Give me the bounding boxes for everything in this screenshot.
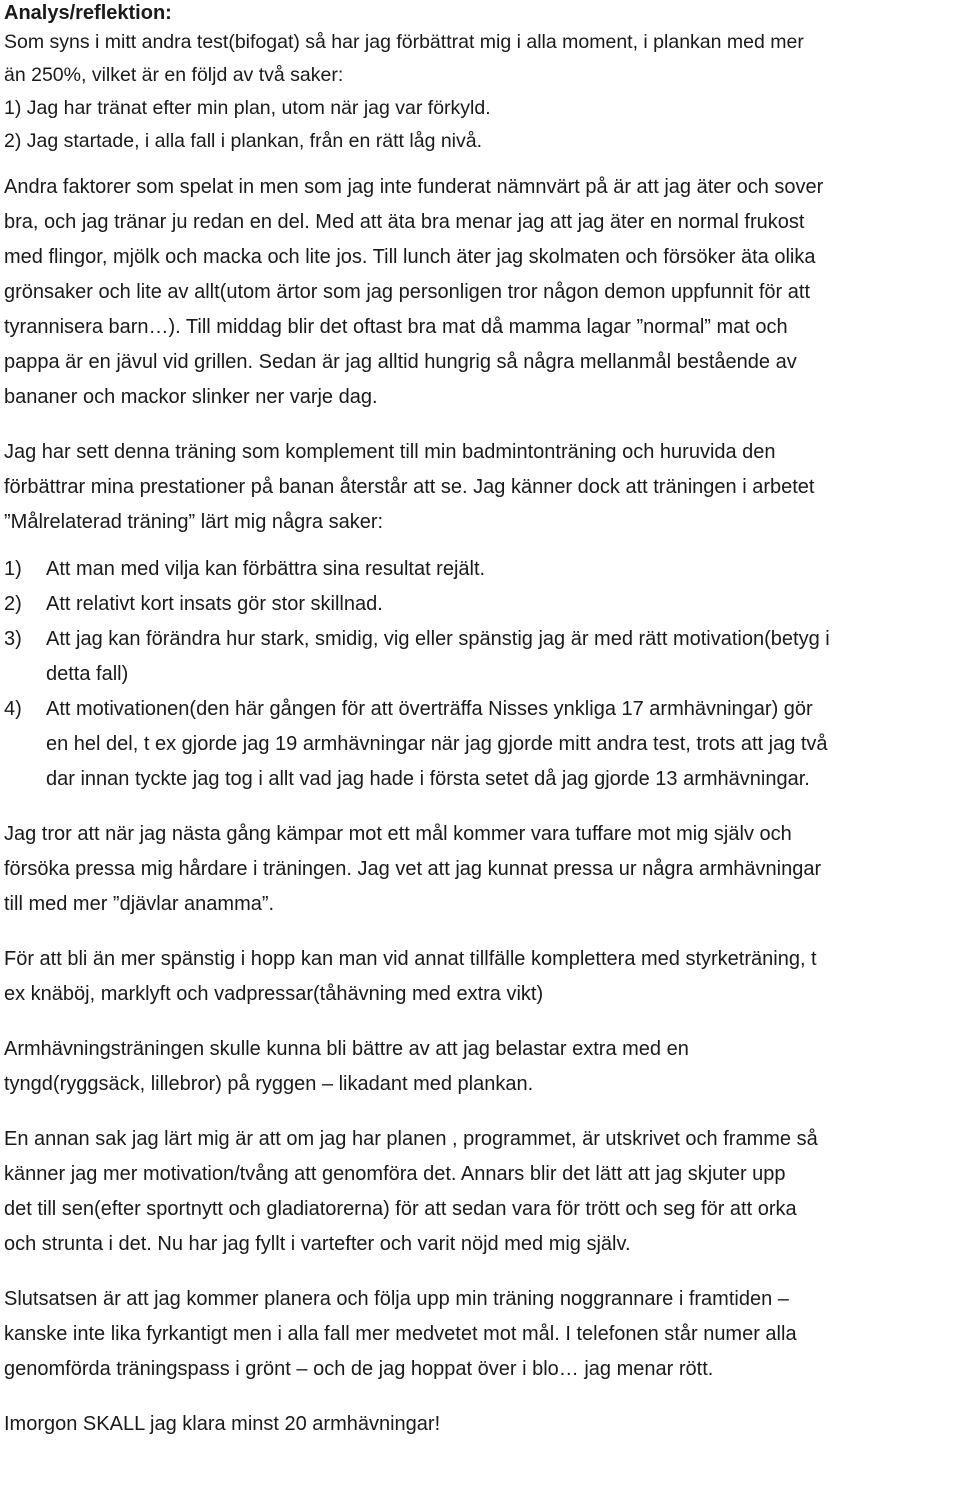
list-number: 4) [4,698,22,720]
text-line: det till sen(efter sportnytt och gladiatorerna) för att sedan vara för trött och seg för att orka [4,1198,797,1220]
document-page [4,0,958,1442]
list-item [4,552,958,587]
text-line: Armhävningsträningen skulle kunna bli bättre av att jag belastar extra med en [4,1038,689,1060]
text-line: Jag tror att när jag nästa gång kämpar mot ett mål kommer vara tuffare mot mig själv och [4,823,792,845]
text-line: en hel del, t ex gjorde jag 19 armhävningar när jag gjorde mitt andra test, trots att jag två [46,733,828,755]
list-item [4,587,958,622]
text-line: Andra faktorer som spelat in men som jag inte funderat nämnvärt på är att jag äter och sover [4,176,824,198]
paragraph-next-time [4,817,958,922]
text-line: detta fall) [46,663,129,685]
text-line: försöka pressa mig hårdare i träningen. Jag vet att jag kunnat pressa ur några armhävningar [4,858,822,880]
text-line: förbättrar mina prestationer på banan återstår att se. Jag känner dock att träningen i arbetet [4,476,815,498]
text-line: pappa är en jävul vid grillen. Sedan är jag alltid hungrig så några mellanmål bestående av [4,351,797,373]
text-line: kanske inte lika fyrkantigt men i alla fall mer medvetet mot mål. I telefonen står numer alla [4,1323,797,1345]
text-line: känner jag mer motivation/tvång att genomföra det. Annars blir det lätt att jag skjuter upp [4,1163,786,1185]
paragraph-pushups [4,1032,958,1102]
paragraph-conclusion [4,1282,958,1387]
text-line: Som syns i mitt andra test(bifogat) så har jag förbättrat mig i alla moment, i plankan med mer [4,31,804,53]
lessons-list [4,552,958,797]
paragraph-complement [4,435,958,540]
list-number: 2) [4,593,22,615]
text-line: genomförda träningspass i grönt – och de jag hoppat över i blo… jag menar rött. [4,1358,714,1380]
text-line: till med mer ”djävlar anamma”. [4,893,275,915]
paragraph-plan [4,1122,958,1262]
text-line: 1) Jag har tränat efter min plan, utom när jag var förkyld. [4,97,491,119]
text-line: Jag har sett denna träning som komplement till min badmintonträning och huruvida den [4,441,776,463]
paragraph-other-factors [4,170,958,415]
list-number: 1) [4,558,22,580]
intro-paragraph [4,26,958,158]
text-line: 2) Jag startade, i alla fall i plankan, från en rätt låg nivå. [4,130,483,152]
text-line: tyngd(ryggsäck, lillebror) på ryggen – likadant med plankan. [4,1073,534,1095]
paragraph-tomorrow [4,1407,958,1442]
text-line: bra, och jag tränar ju redan en del. Med att äta bra menar jag att jag äter en normal frukost [4,211,805,233]
text-line: bananer och mackor slinker ner varje dag. [4,386,378,408]
text-line: Slutsatsen är att jag kommer planera och följa upp min träning noggrannare i framtiden – [4,1288,789,1310]
text-line: För att bli än mer spänstig i hopp kan man vid annat tillfälle komplettera med styrketräning, t [4,948,817,970]
document-heading: Analys/reflektion: [4,2,172,24]
list-item [4,622,958,692]
list-number: 3) [4,628,22,650]
text-line: Att motivationen(den här gången för att överträffa Nisses ynkliga 17 armhävningar) gör [46,698,813,720]
text-line: Att man med vilja kan förbättra sina resultat rejält. [46,558,486,580]
list-item [4,692,958,797]
text-line: Att relativt kort insats gör stor skillnad. [46,593,383,615]
text-line: ex knäböj, marklyft och vadpressar(tåhävning med extra vikt) [4,983,544,1005]
paragraph-jump [4,942,958,1012]
text-line: ”Målrelaterad träning” lärt mig några saker: [4,511,384,533]
text-line: En annan sak jag lärt mig är att om jag har planen , programmet, är utskrivet och framme så [4,1128,818,1150]
text-line: tyrannisera barn…). Till middag blir det oftast bra mat då mamma lagar ”normal” mat och [4,316,788,338]
text-line: Imorgon SKALL jag klara minst 20 armhävningar! [4,1413,441,1435]
text-line: med flingor, mjölk och macka och lite jos. Till lunch äter jag skolmaten och försöker äta olika [4,246,816,268]
text-line: än 250%, vilket är en följd av två saker: [4,64,344,86]
text-line: dar innan tyckte jag tog i allt vad jag hade i första setet då jag gjorde 13 armhävningar. [46,768,810,790]
text-line: Att jag kan förändra hur stark, smidig, vig eller spänstig jag är med rätt motivation(betyg i [46,628,830,650]
text-line: och strunta i det. Nu har jag fyllt i vartefter och varit nöjd med mig själv. [4,1233,631,1255]
text-line: grönsaker och lite av allt(utom ärtor som jag personligen tror någon demon uppfunnit för att [4,281,810,303]
